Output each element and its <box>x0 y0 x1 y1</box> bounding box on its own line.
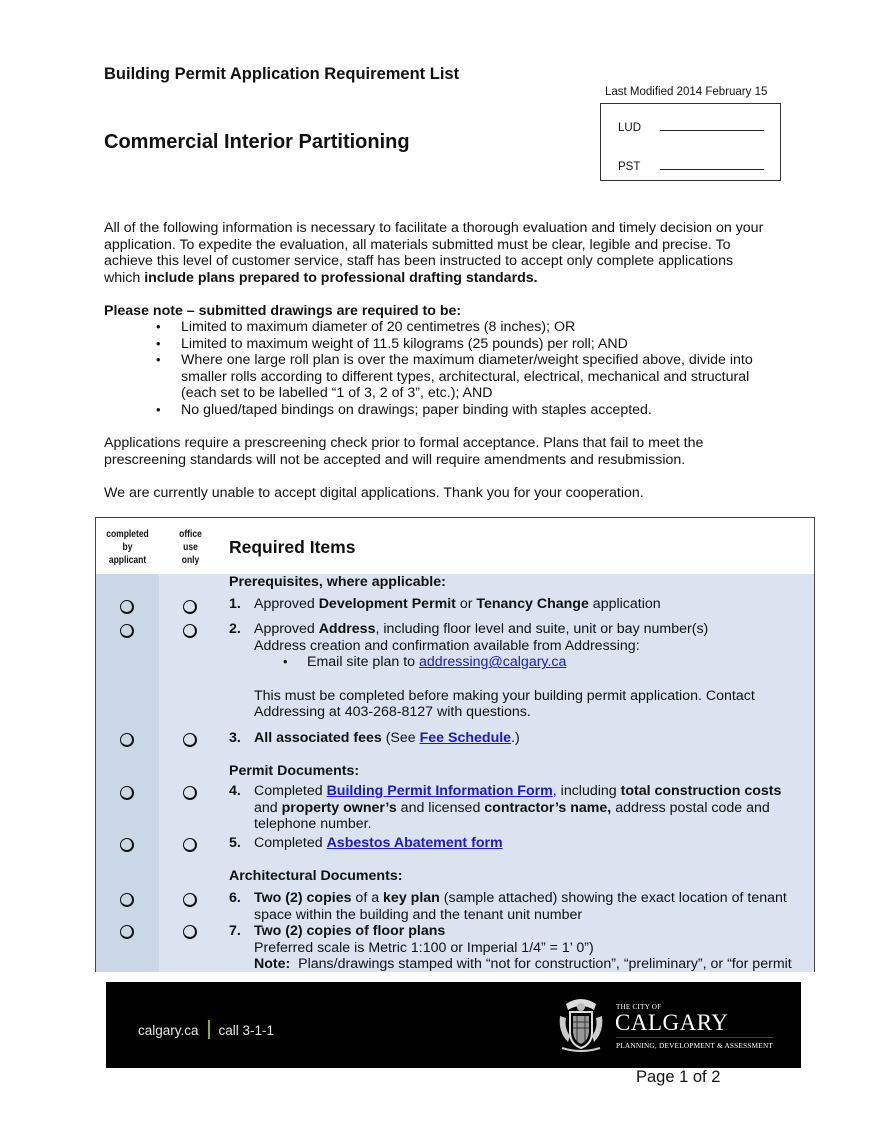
item-3: 3. All associated fees (See Fee Schedule.) <box>229 730 520 746</box>
office-checkbox-3[interactable] <box>183 733 197 747</box>
required-items-title: Required Items <box>229 537 356 557</box>
logo-calgary: CALGARY <box>615 1010 729 1035</box>
website-link[interactable]: calgary.ca <box>138 1023 199 1039</box>
item-number: 4. <box>229 783 241 799</box>
item-5: 5. Completed Asbestos Abatement form <box>229 835 503 851</box>
logo-city-of: THE CITY OF <box>616 1003 662 1011</box>
city-crest-icon <box>556 996 606 1054</box>
applicant-checkbox-1[interactable] <box>120 600 134 614</box>
list-item: • No glued/taped bindings on drawings; paper binding with staples accepted. <box>181 402 761 419</box>
office-checkbox-7[interactable] <box>183 925 197 939</box>
phone-text: call 3-1-1 <box>218 1023 275 1039</box>
digital-paragraph: We are currently unable to accept digital applications. Thank you for your cooperation. <box>104 485 644 501</box>
section-heading-architectural-documents: Architectural Documents: <box>229 868 403 884</box>
item-number: 1. <box>229 596 241 612</box>
last-modified-date: Last Modified 2014 February 15 <box>605 86 768 98</box>
pst-line <box>660 169 764 170</box>
building-permit-info-form-link[interactable]: Building Permit Information Form <box>326 783 553 799</box>
prescreen-paragraph: Applications require a prescreening check prior to formal acceptance. Plans that fail to meet the prescreening standards will not be accepted and will require amendments and resubmission. <box>104 435 704 468</box>
table-header <box>96 518 814 574</box>
fee-schedule-link[interactable]: Fee Schedule <box>419 730 512 746</box>
item-4: 4. Completed Building Permit Information Form, including total construction costs and property owner’s and licensed contractor’s name, address postal code and telephone number. <box>229 783 782 833</box>
item-number: 5. <box>229 835 241 851</box>
item-2: 2. Approved Address, including floor level and suite, unit or bay number(s) Address creation and confirmation available from Addressing: • Email site plan to addressing@calgary.ca This must be completed before making your building permit application. Contact Addressing at 403-268-8127 with questions. <box>229 621 814 721</box>
office-checkbox-5[interactable] <box>183 838 197 852</box>
applicant-checkbox-7[interactable] <box>120 925 134 939</box>
list-item: • Limited to maximum diameter of 20 centimetres (8 inches); OR <box>181 319 761 336</box>
applicant-checkbox-5[interactable] <box>120 838 134 852</box>
item-6: 6. Two (2) copies of a key plan (sample attached) showing the exact location of tenant space within the building and the tenant unit number <box>229 890 787 923</box>
required-items-table <box>95 517 815 972</box>
section-heading-permit-documents: Permit Documents: <box>229 763 360 779</box>
col-head-office-use-only: office use only <box>179 529 202 566</box>
logo-department: PLANNING, DEVELOPMENT & ASSESSMENT <box>616 1041 774 1050</box>
asbestos-abatement-form-link[interactable]: Asbestos Abatement form <box>326 835 503 851</box>
footer-contact <box>138 1022 274 1041</box>
item-7: 7. Two (2) copies of floor plans Preferred scale is Metric 1:100 or Imperial 1/4” = 1’ 0”) Note: Plans/drawings stamped with “not for construction”, “preliminary”, or “for permit <box>229 923 792 972</box>
page-number: Page 1 of 2 <box>636 1068 721 1086</box>
lud-label: LUD <box>618 122 642 134</box>
pst-label: PST <box>618 161 641 173</box>
applicant-checkbox-6[interactable] <box>120 893 134 907</box>
pst-field <box>618 161 640 173</box>
intro-bold-text: include plans prepared to professional drafting standards. <box>144 269 538 286</box>
col-head-completed-by-applicant: completed by applicant <box>106 529 149 566</box>
document-title: Building Permit Application Requirement List <box>104 65 460 83</box>
item-number: 6. <box>229 890 241 906</box>
office-checkbox-4[interactable] <box>183 786 197 800</box>
document-subtitle: Commercial Interior Partitioning <box>104 131 410 153</box>
applicant-checkbox-3[interactable] <box>120 733 134 747</box>
section-heading-prerequisites: Prerequisites, where applicable: <box>229 574 446 590</box>
office-checkbox-1[interactable] <box>183 600 197 614</box>
drawing-requirements-list <box>181 319 761 419</box>
applicant-checkbox-4[interactable] <box>120 786 134 800</box>
addressing-email-link[interactable]: addressing@calgary.ca <box>418 654 567 671</box>
intro-text: All of the following information is necessary to facilitate a thorough evaluation and timely decision on your application. To expedite the evaluation, all materials submitted must be clear, legible and precise. To achieve this level of customer service, staff has been instructed to accept only complete applications which <box>104 220 764 286</box>
office-checkbox-6[interactable] <box>183 893 197 907</box>
item-number: 2. <box>229 621 241 637</box>
item-number: 3. <box>229 730 241 746</box>
lud-field <box>618 122 641 134</box>
applicant-checkbox-2[interactable] <box>120 624 134 638</box>
logo-divider <box>616 1037 774 1038</box>
drawing-note-heading: Please note – submitted drawings are required to be: <box>104 303 462 319</box>
list-item: • Limited to maximum weight of 11.5 kilograms (25 pounds) per roll; AND <box>181 336 761 353</box>
office-stamp-box <box>600 103 781 181</box>
item-number: 7. <box>229 923 241 939</box>
footer-separator <box>208 1020 210 1039</box>
footer-banner <box>106 982 801 1068</box>
email-bullet: • Email site plan to addressing@calgary.ca <box>307 654 814 671</box>
office-checkbox-2[interactable] <box>183 624 197 638</box>
item-1: 1. Approved Development Permit or Tenancy Change application <box>229 596 661 612</box>
list-item: • Where one large roll plan is over the maximum diameter/weight specified above, divide into smaller rolls according to different types, architectural, electrical, mechanical and structural (each set to be labelled “1 of 3, 2 of 3”, etc.); AND <box>181 352 761 402</box>
lud-line <box>660 130 764 131</box>
intro-paragraph <box>104 220 764 286</box>
